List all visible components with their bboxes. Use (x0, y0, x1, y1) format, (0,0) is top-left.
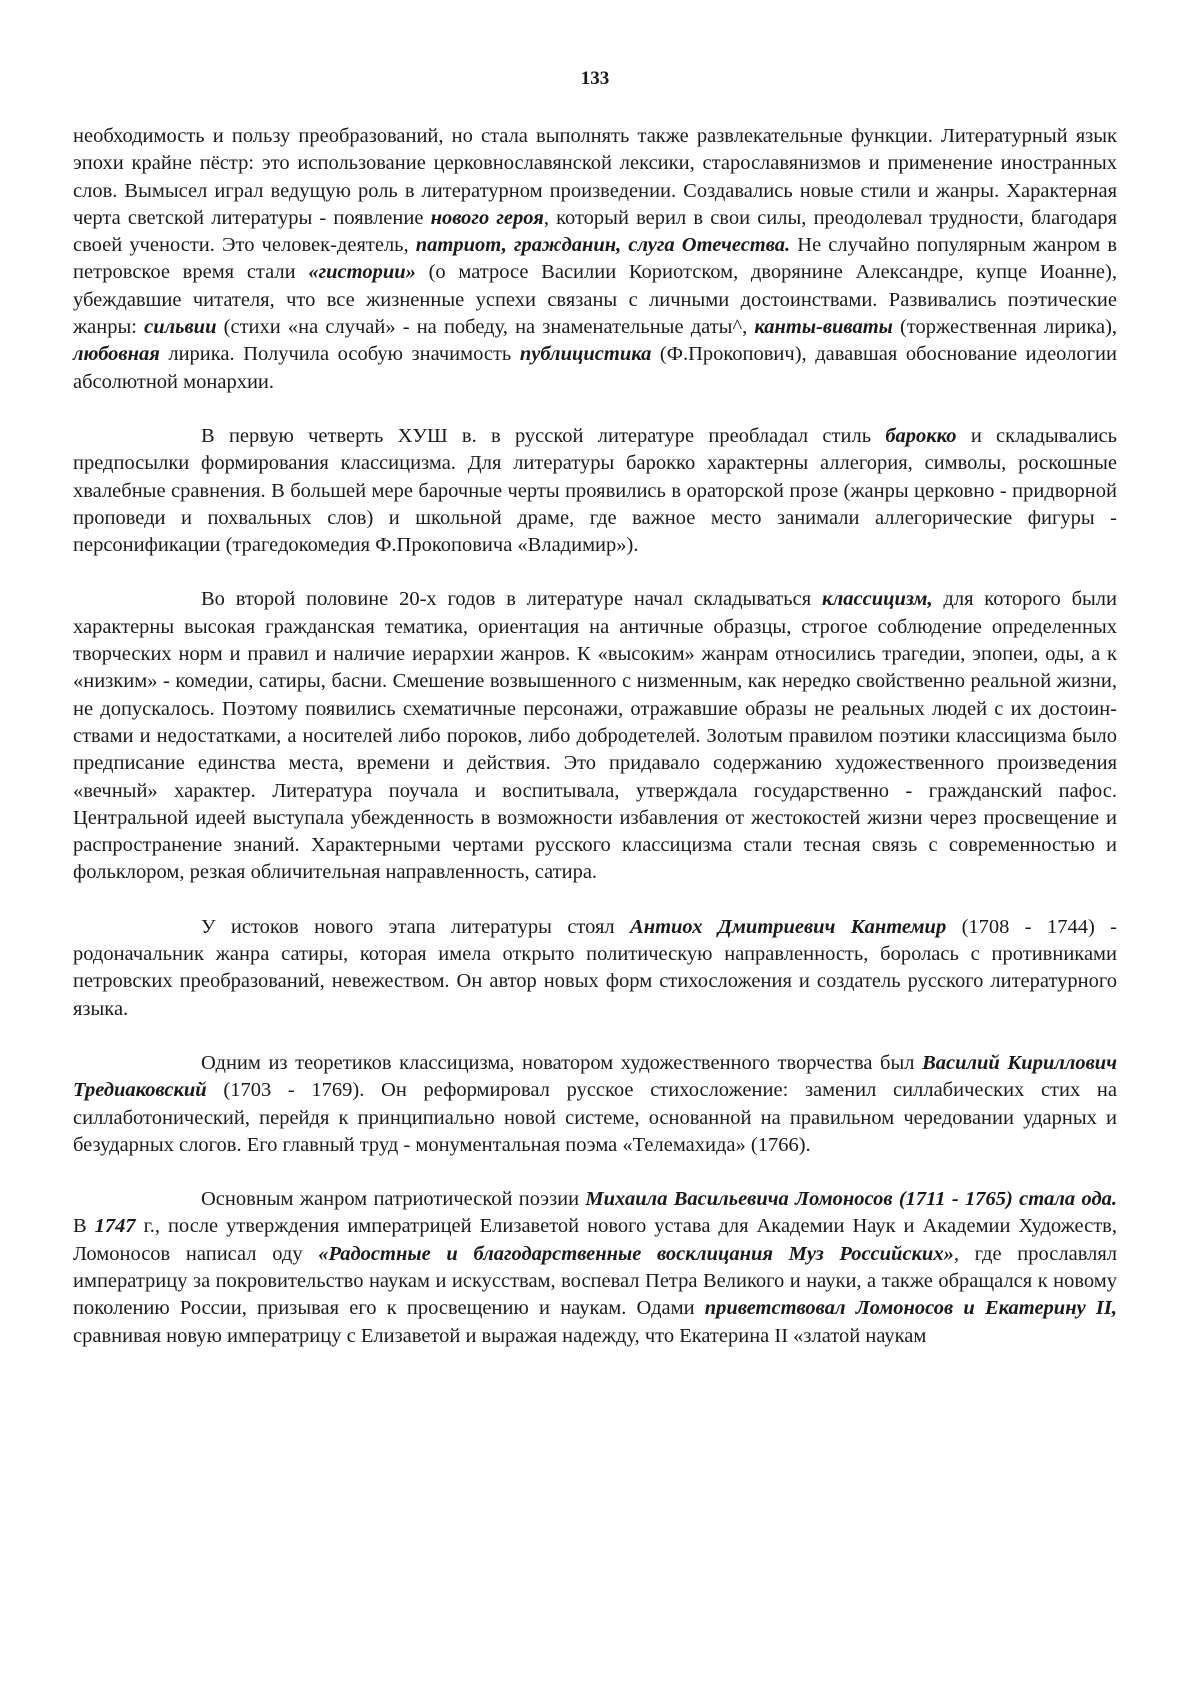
emphasized-text: «гистории» (308, 261, 416, 284)
emphasized-text: барокко (885, 424, 957, 447)
text-run: Основным жанром патриотической поэзии (201, 1188, 586, 1211)
paragraph (73, 423, 1117, 559)
paragraph (73, 1186, 1117, 1350)
paragraph (73, 586, 1117, 886)
emphasized-text: патриот, гражданин, слуга Отечества. (415, 234, 791, 257)
emphasized-text: приветствовал Ломоносов и Екатерину II, (704, 1297, 1117, 1320)
text-run: У истоков нового этапа литературы стоял (201, 915, 631, 938)
text-run: (о матросе Василии Кориотском, дворянине Александре, купце Иоанне), убеждавшие читателя, что все жизненные успехи связаны с личными достоинствами. Развивались поэтические жанры: (73, 261, 1117, 339)
text-run: и складывались предпосылки формирования классицизма. Для литературы барокко характерны аллегория, символы, роскошные хвалебные сравнения. В большей мере барочные черты проявились в ораторской прозе (жанры церковно - придворной проповеди и похвальных слов) и школьной драме, где важное место занимали аллегорические фигуры - персонификации (трагедокомедия Ф.Прокоповича «Владимир»). (73, 424, 1117, 557)
body-text (73, 123, 1117, 1350)
emphasized-text: нового героя (430, 206, 544, 229)
text-run: (1703 - 1769). Он реформировал русское стихосложение: заменил силлабических стих на силлаботонический, перейдя к принципиально новой системе, основанной на правильном чередовании ударных и безударных слогов. Его главный труд - монументальная поэма «Телемахида» (1766). (73, 1079, 1117, 1156)
text-run: , где прославлял императрицу за покровительство наукам и искусствам, воспевал Петра Великого и науки, а также обращался к новому поколению России, призывая его к просвещению и наукам. Одами (73, 1242, 1117, 1320)
text-run: , который верил в свои силы, преодолевал трудности, благодаря своей учености. Это человек-деятель, (73, 206, 1117, 257)
paragraph (73, 914, 1117, 1023)
text-run: лирика. Получила особую значимость (159, 343, 520, 366)
text-run: (1708 - 1744) - родоначальник жанра сатиры, которая имела открыто политическую направленность, боролась с противниками петровских преобразований, невежеством. Он автор новых форм стихосложения и создатель русского литературного языка. (73, 915, 1118, 1020)
text-run: Одним из теоретиков классицизма, новатором художественного творчества был (201, 1051, 923, 1074)
text-run: В первую четверть ХУШ в. в русской литературе преобладал стиль (201, 424, 886, 447)
emphasized-text: классицизм, (821, 588, 933, 611)
emphasized-text: канты-виваты (754, 316, 893, 339)
text-run: Не случайно популярным жанром в петровское время стали (73, 234, 1118, 284)
emphasized-text: Антиох Дмитриевич Кантемир (630, 915, 947, 938)
text-run: (торжественная лирика), (892, 316, 1118, 339)
emphasized-text: публицистика (519, 343, 652, 366)
emphasized-text: 1747 (94, 1215, 136, 1238)
emphasized-text: Михаила Васильевича Ломоносов (1711 - 1765) стала ода. (585, 1188, 1117, 1211)
paragraph (73, 1050, 1117, 1159)
emphasized-text: любовная (73, 343, 160, 366)
text-run: (стихи «на случай» - на победу, на знаменательные даты^, (216, 316, 755, 339)
page-number: 133 (580, 68, 610, 89)
paragraph (73, 123, 1117, 396)
text-run: необходимость и пользу преобразований, но стала выполнять также развлекательные функции. Литературный язык эпохи крайне пёстр: это использование церковнославянской лексики, старославянизмов и применение иностранных слов. Вымысел играл ведущую роль в литературном произведении. Создавались новые стили и жанры. Характерная черта светской литературы - появление (73, 125, 1117, 229)
text-run: (Ф.Прокопович), дававшая обоснование идеологии абсолютной монархии. (73, 343, 1117, 393)
document-page (73, 68, 1117, 1350)
text-run: В (73, 1215, 95, 1238)
text-run: для которого были характерны высокая гражданская тематика, ориентация на античные образцы, строгое соблюдение определенных творческих норм и правил и наличие иерархии жанров. К «высоким» жанрам относились трагедии, эпопеи, оды, а к «низким» - комедии, сатиры, басни. Смешение возвышенного с низменным, как нередко свойственно реальной жизни, не допускалось. Поэтому появились схематичные персонажи, отражавшие образы не реальных людей с их достоинствами и недостатками, а носителей либо пороков, либо добродетелей. Золотым правилом поэтики классицизма было предписание единства места, времени и действия. Это придавало содержанию художественного произведения «вечный» характер. Литература поучала и воспитывала, утверждала государственно - гражданский пафос. Центральной идеей выступала убежденность в возможности избавления от жестокостей жизни через просвещение и распространение знаний. Характерными чертами русского классицизма стали тесная связь с современностью и фольклором, резкая обличительная направленность, сатира. (73, 588, 1117, 884)
text-run: сравнивая новую императрицу с Елизаветой и выражая надежду, что Екатерина II «златой наукам (73, 1324, 927, 1347)
text-run: г., после утверждения императрицей Елизаветой нового устава для Академии Наук и Академии Художеств, Ломоносов написал оду (73, 1215, 1117, 1265)
emphasized-text: «Радостные и благодарственные восклицания Муз Российских» (318, 1242, 954, 1265)
emphasized-text: Василий Кириллович Тредиаковский (73, 1051, 1117, 1102)
text-run: Во второй половине 20-х годов в литературе начал складываться (201, 588, 822, 611)
emphasized-text: сильвии (144, 316, 217, 339)
